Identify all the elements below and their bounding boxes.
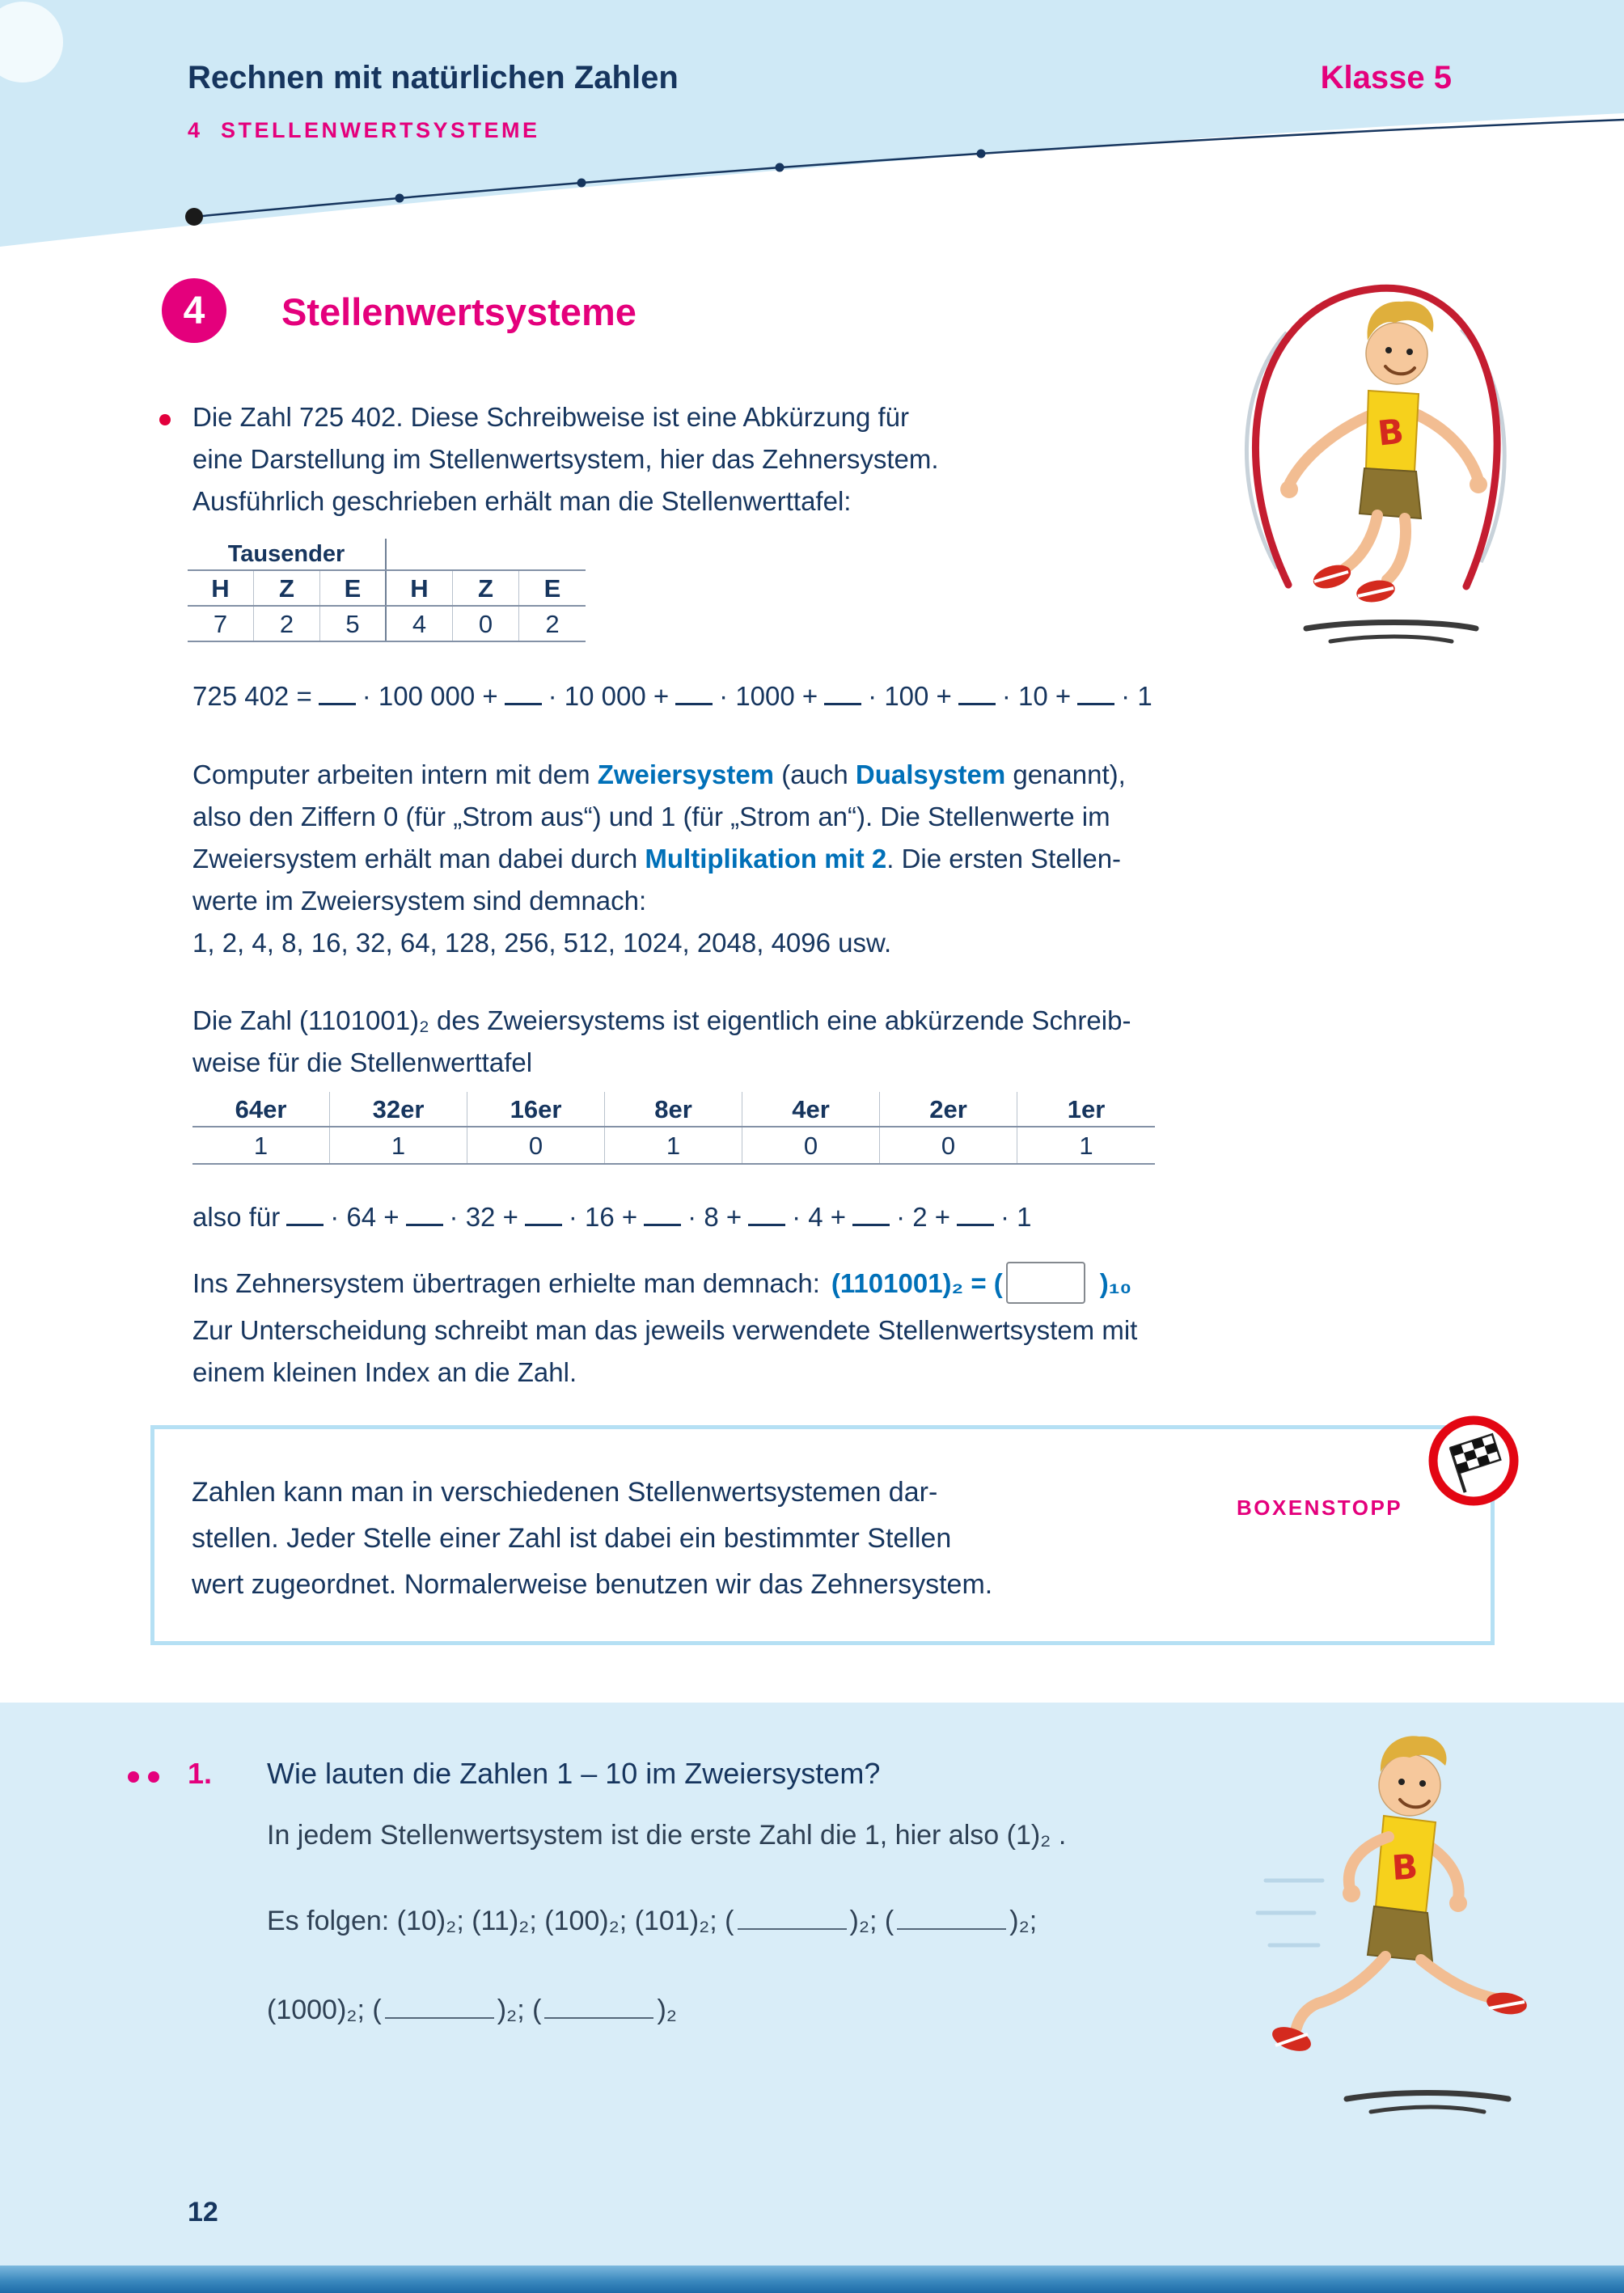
table-group-header: Tausender [188, 539, 387, 569]
exercise-answer-row [267, 1995, 677, 2026]
text-line: einem kleinen Index an die Zahl. [192, 1357, 577, 1387]
page-header-title: Rechnen mit natürlichen Zahlen [188, 60, 679, 95]
fill-blank[interactable] [897, 1928, 1006, 1930]
difficulty-dot [148, 1771, 159, 1783]
table-value-cell: 0 [880, 1127, 1017, 1163]
table-value-cell: 2 [254, 607, 320, 641]
table-value-cell: 0 [742, 1127, 880, 1163]
exercise-answer-row [267, 1906, 1037, 1937]
equation-text: · 10 + [1001, 681, 1072, 711]
table-group-spacer [387, 539, 586, 569]
table-header-cell: Z [254, 571, 320, 605]
table-header-cell: 4er [742, 1092, 880, 1126]
difficulty-dots [128, 1771, 159, 1783]
boxenstopp-label: BOXENSTOPP [1237, 1496, 1403, 1520]
answer-text: )₂; [1009, 1906, 1038, 1936]
table-value-cell: 0 [453, 607, 519, 641]
fill-blank[interactable] [505, 703, 542, 705]
conversion-formula-close: )₁₀ [1099, 1268, 1132, 1298]
equation-text: also für [192, 1202, 281, 1232]
keyword-dualsystem: Dualsystem [855, 759, 1006, 789]
equation-text: · 2 + [896, 1202, 951, 1232]
svg-text:B: B [1376, 411, 1406, 454]
jump-rope-boy-illustration [1209, 255, 1541, 659]
summary-text [192, 1470, 992, 1608]
list-bullet [159, 414, 171, 425]
curve-dot [395, 194, 404, 203]
chapter-label: STELLENWERTSYSTEME [221, 118, 540, 142]
table-header-row [188, 571, 586, 607]
grade-label: Klasse 5 [1320, 60, 1452, 95]
equation-text: · 10 000 + [548, 681, 670, 711]
table-value-cell: 1 [605, 1127, 742, 1163]
text-line [192, 754, 1126, 796]
table-header-cell: 64er [192, 1092, 330, 1126]
fill-blank[interactable] [958, 703, 996, 705]
equation-text: · 64 + [330, 1202, 400, 1232]
table-header-cell: 1er [1067, 1095, 1106, 1123]
table-header-cell: 2er [880, 1092, 1017, 1126]
equation-text: · 100 000 + [362, 681, 498, 711]
text-segment: (auch [774, 759, 856, 789]
table-value-cell: 5 [320, 607, 387, 641]
fill-blank[interactable] [738, 1928, 847, 1930]
page-number: 12 [188, 2197, 218, 2227]
table-header-cell: E [320, 571, 387, 605]
table-header-cell: H [387, 571, 453, 605]
fill-blank[interactable] [406, 1224, 443, 1226]
text-line: Die Zahl 725 402. Diese Schreibweise ist eine Abkürzung für [192, 402, 909, 432]
conversion-formula-open: (1101001)₂ = ( [831, 1268, 1003, 1298]
table-value-cell: 1 [192, 1127, 330, 1163]
text-line: werte im Zweiersystem sind demnach: [192, 886, 647, 916]
fill-blank[interactable] [319, 703, 356, 705]
fill-blank[interactable] [824, 703, 861, 705]
table-value-cell: 0 [467, 1127, 605, 1163]
text-line: wert zugeordnet. Normalerweise benutzen wir das Zehnersystem. [192, 1569, 993, 1600]
fill-blank[interactable] [748, 1224, 785, 1226]
exercise-hint: In jedem Stellenwertsystem ist die erste Zahl die 1, hier also (1)₂ . [267, 1820, 1067, 1851]
equation-text: · 32 + [449, 1202, 518, 1232]
fill-blank[interactable] [675, 703, 713, 705]
fill-blank[interactable] [852, 1224, 890, 1226]
equation-text: 725 402 = [192, 681, 312, 711]
equation-text: · 1000 + [719, 681, 818, 711]
text-line: weise für die Stellenwerttafel [192, 1047, 533, 1077]
text-segment: Zweiersystem erhält man dabei durch [192, 844, 645, 874]
answer-text: Es folgen: (10)₂; (11)₂; (100)₂; (101)₂; ( [267, 1906, 734, 1936]
equation-text: · 16 + [568, 1202, 638, 1232]
table-header-cell: E [543, 574, 561, 603]
table-value-cell: 1 [1079, 1132, 1093, 1160]
text-line: 1, 2, 4, 8, 16, 32, 64, 128, 256, 512, 1024, 2048, 4096 usw. [192, 928, 892, 958]
boxenstopp-summary-box [150, 1425, 1495, 1645]
text-line: Zahlen kann man in verschiedenen Stellenwertsystemen dar- [192, 1477, 938, 1508]
binary-paragraph [192, 754, 1126, 964]
answer-text: )₂ [657, 1995, 677, 2025]
running-boy-illustration [1250, 1719, 1541, 2131]
text-line: also den Ziffern 0 (für „Strom aus“) und 1 (für „Strom an“). Die Stellenwerte im [192, 802, 1110, 831]
fill-blank[interactable] [525, 1224, 562, 1226]
fill-blank[interactable] [385, 2017, 494, 2019]
table-header-cell: H [188, 571, 254, 605]
text-segment: Computer arbeiten intern mit dem [192, 759, 598, 789]
equation-text: · 1 [1000, 1202, 1032, 1232]
binary-expansion-equation [192, 1202, 1032, 1233]
checkered-flag-icon [1425, 1412, 1522, 1509]
answer-text: (1000)₂; ( [267, 1995, 382, 2025]
text-segment: genannt), [1005, 759, 1126, 789]
table-value-row [188, 607, 586, 642]
chapter-breadcrumb [188, 118, 540, 143]
text-line [192, 838, 1126, 880]
place-value-table-decimal [188, 539, 586, 642]
intro-paragraph [192, 396, 939, 522]
equation-text: · 1 [1121, 681, 1152, 711]
chapter-number: 4 [188, 118, 201, 142]
exercise-number: 1. [188, 1757, 213, 1790]
decimal-expansion-equation [192, 681, 1152, 712]
keyword-multiplikation: Multiplikation mit 2 [645, 844, 887, 874]
table-value-cell: 7 [188, 607, 254, 641]
equation-text: · 100 + [868, 681, 952, 711]
text-segment: . Die ersten Stellen- [886, 844, 1122, 874]
conversion-text: Ins Zehnersystem übertragen erhielte man demnach: [192, 1268, 820, 1298]
curve-start-dot [185, 208, 203, 226]
table-value-cell: 4 [387, 607, 453, 641]
curve-dot [577, 179, 586, 188]
equation-text: · 8 + [687, 1202, 742, 1232]
fill-blank[interactable] [544, 2017, 653, 2019]
text-line: Zur Unterscheidung schreibt man das jeweils verwendete Stellenwertsystem mit [192, 1315, 1138, 1345]
answer-box[interactable] [1006, 1262, 1085, 1304]
table-header-cell: 16er [467, 1092, 605, 1126]
curve-dot [977, 150, 986, 159]
curve-dot [776, 163, 785, 172]
text-line: stellen. Jeder Stelle einer Zahl ist dabei ein bestimmter Stellen [192, 1523, 952, 1554]
section-title: Stellenwertsysteme [281, 290, 636, 333]
text-line: Die Zahl (1101001)₂ des Zweiersystems ist eigentlich eine abkürzende Schreib- [192, 1005, 1131, 1035]
table-header-row [192, 1092, 1155, 1127]
table-header-cell: 32er [330, 1092, 467, 1126]
table-header-cell: Z [453, 571, 519, 605]
keyword-zweiersystem: Zweiersystem [597, 759, 775, 789]
text-line: Ausführlich geschrieben erhält man die Stellenwerttafel: [192, 486, 852, 516]
table-value-cell: 2 [545, 610, 560, 638]
section-number-badge: 4 [162, 278, 226, 343]
binary-number-paragraph [192, 1000, 1131, 1084]
table-group-row [188, 539, 586, 571]
fill-blank[interactable] [957, 1224, 994, 1226]
place-value-table-binary [192, 1092, 1155, 1165]
svg-text:B: B [1390, 1846, 1419, 1889]
exercise-question: Wie lauten die Zahlen 1 – 10 im Zweiersystem? [267, 1757, 881, 1790]
footer-bar [0, 2266, 1624, 2293]
table-header-cell: 8er [605, 1092, 742, 1126]
table-value-cell: 1 [330, 1127, 467, 1163]
answer-text: )₂; ( [497, 1995, 542, 2025]
fill-blank[interactable] [644, 1224, 681, 1226]
answer-text: )₂; ( [849, 1906, 894, 1936]
table-value-row [192, 1127, 1155, 1165]
equation-text: · 4 + [792, 1202, 847, 1232]
conversion-line [192, 1262, 1131, 1304]
fill-blank[interactable] [1077, 703, 1114, 705]
difficulty-dot [128, 1771, 139, 1783]
fill-blank[interactable] [286, 1224, 324, 1226]
text-line: eine Darstellung im Stellenwertsystem, hier das Zehnersystem. [192, 444, 939, 474]
